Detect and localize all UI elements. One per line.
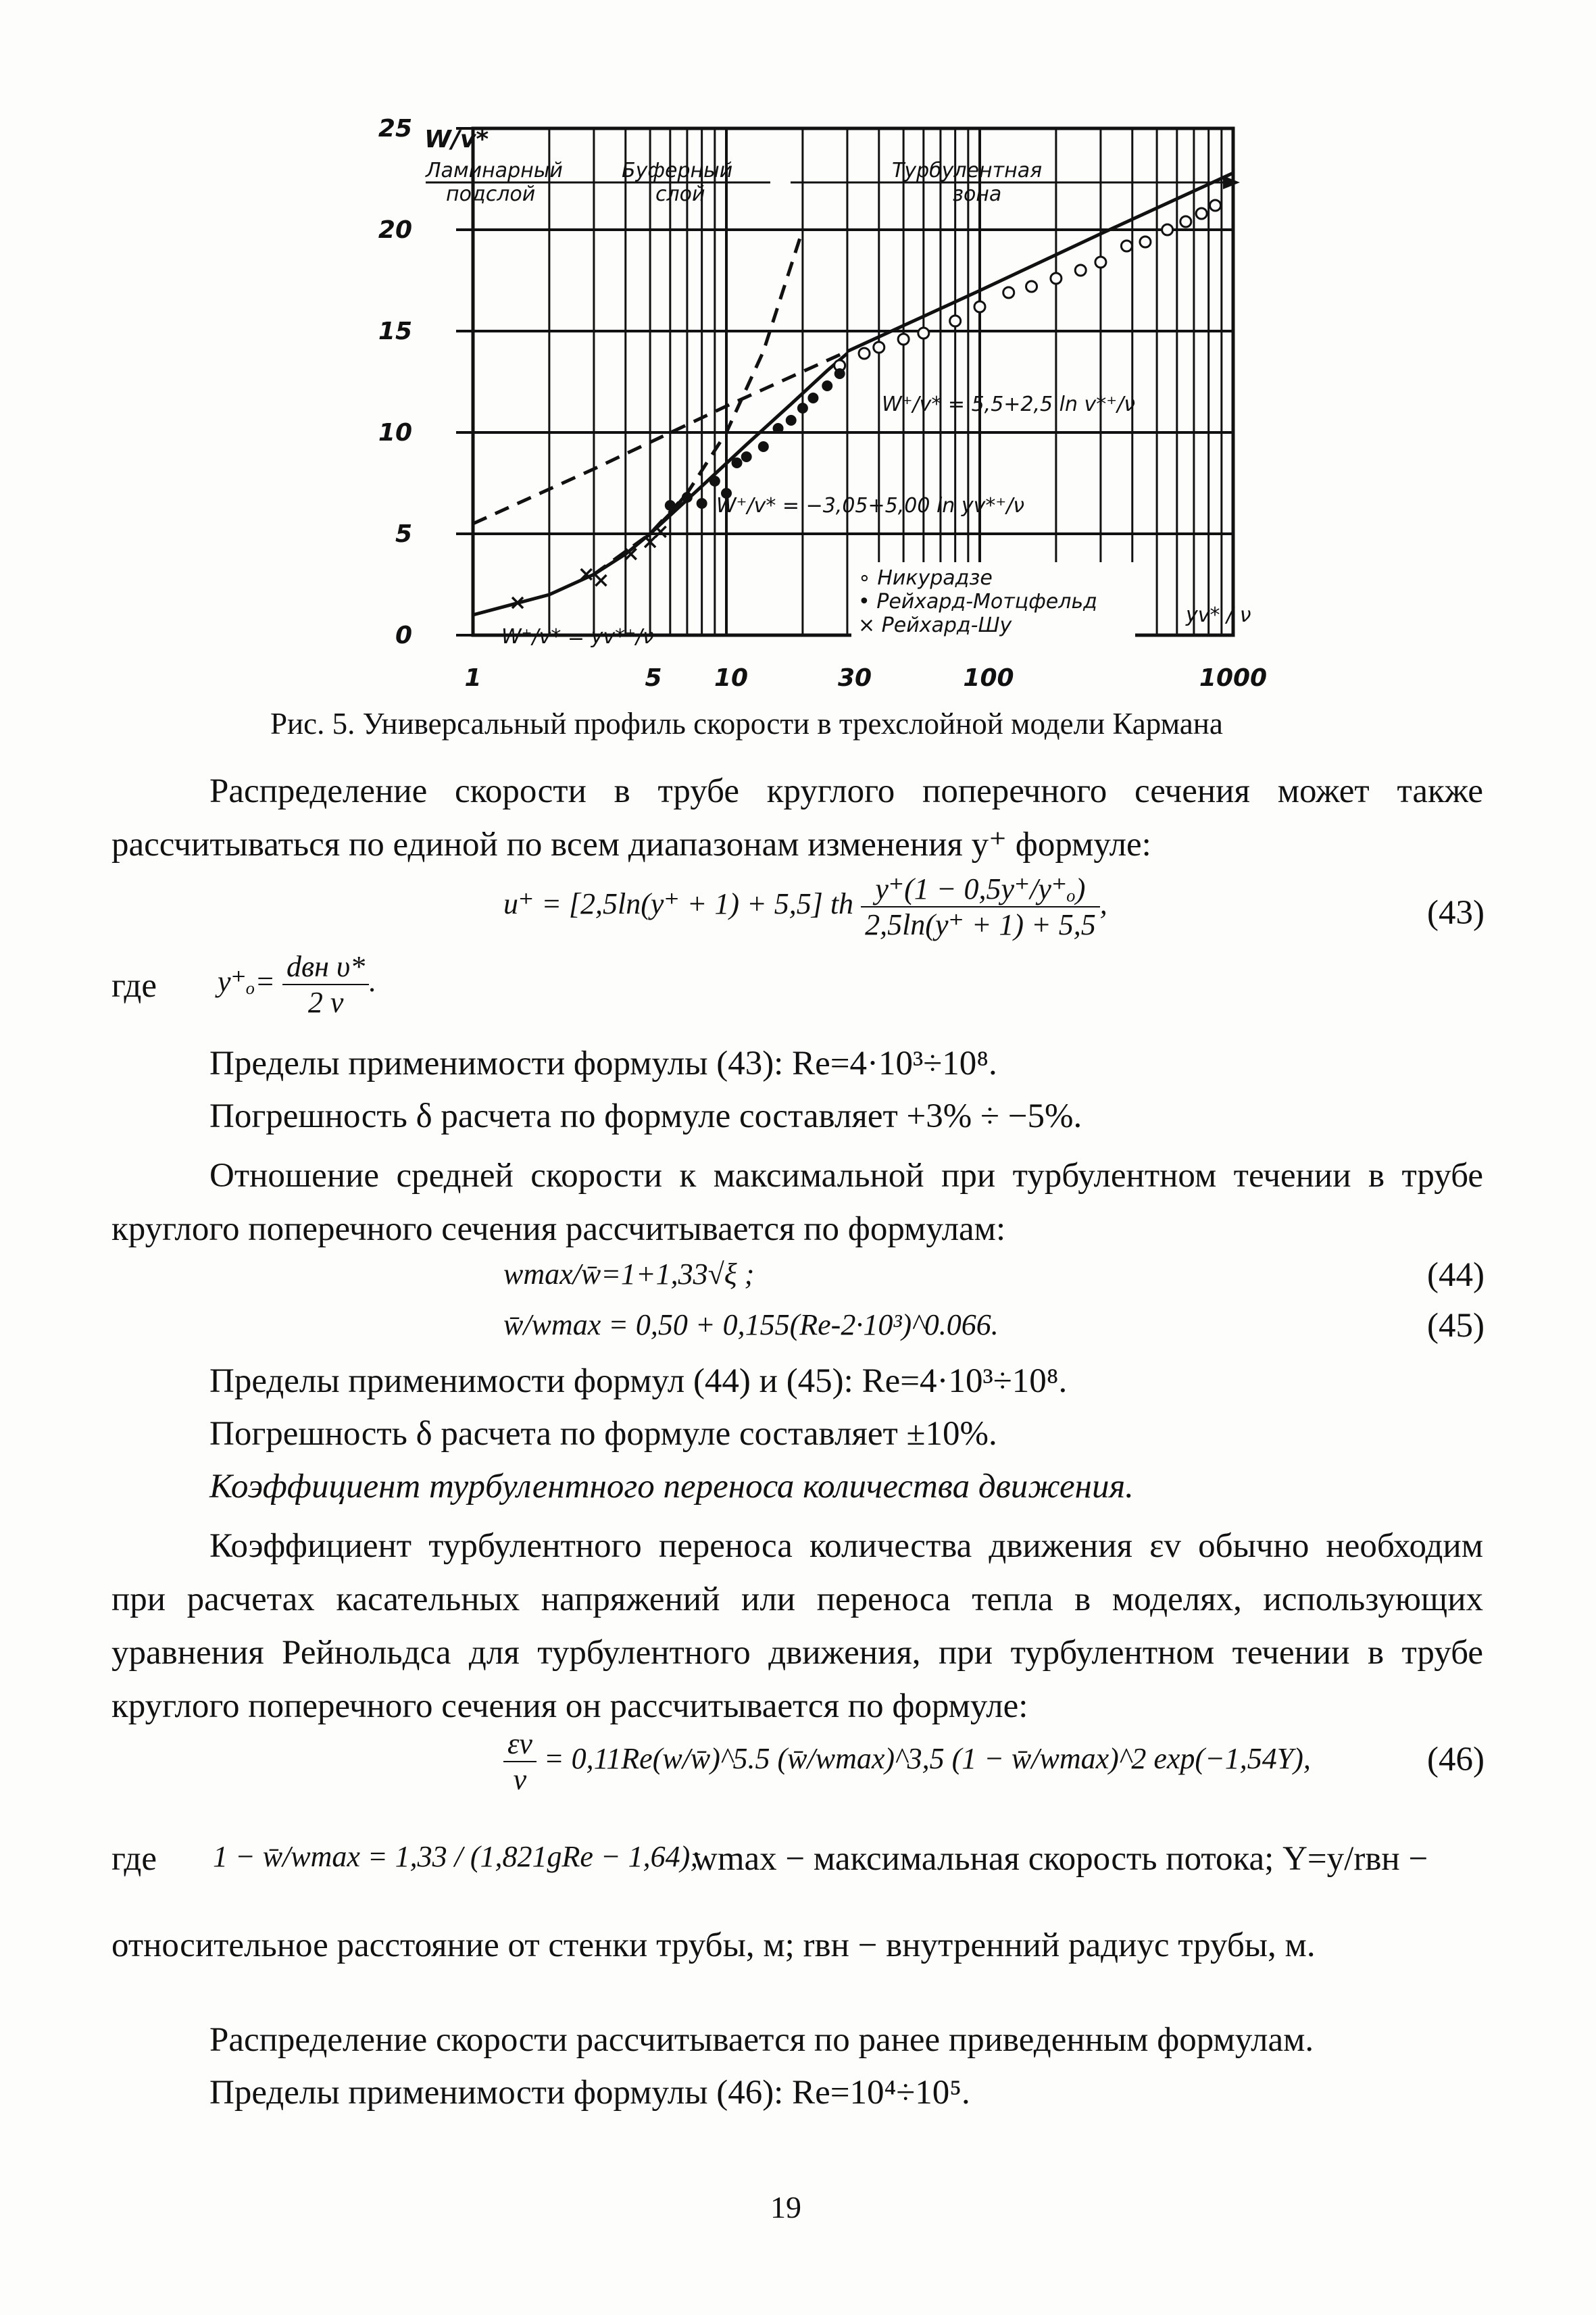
legend-item: × Рейхард-Шу <box>858 614 1012 637</box>
eq-laminar-label: W⁺/v* = yv*⁺/ν <box>501 625 654 649</box>
chart-curve <box>473 493 687 615</box>
data-point-nikuradze <box>1140 237 1151 247</box>
data-point-reichardt-schu <box>595 575 606 586</box>
data-point-reichardt-motzfeld <box>758 441 769 452</box>
paragraph-turbulent-transfer: Коэффициент турбулентного переноса количества движения εv обычно необходим при расчетах касательных напряжений или переноса тепла в моделях, использующих уравнения Рейнольдса для турбулентного движения, при турбулентном течении в трубе круглого поперечного сечения он рассчитывается по формуле: <box>111 1527 1483 1725</box>
equation-43-fraction: $\frac{\text{y⁺(1 − 0,5y⁺/y⁺ₒ)}}{2,5\ln(y^+ + 1) + 5,5}$ <box>861 872 1100 942</box>
where-label: где <box>111 1840 157 1878</box>
data-point-nikuradze <box>1196 208 1207 219</box>
data-point-nikuradze <box>950 316 961 326</box>
y-tick-label: 5 <box>395 520 412 548</box>
line-distribution: Распределение скорости рассчитывается по ранее приведенным формулам. <box>209 2021 1314 2059</box>
data-point-reichardt-motzfeld <box>786 415 797 426</box>
equation-43: u⁺ = [2,5ln(y⁺ + 1) + 5,5] th $\frac{\text{y⁺(1 − 0,5y⁺/y⁺ₒ)}}{2,5\ln(y^+ + 1) + 5,5}$ , <box>503 872 1107 941</box>
zone-buffer-label: Буферный <box>622 159 733 182</box>
equation-46-number: (46) <box>1427 1741 1485 1778</box>
data-point-reichardt-motzfeld <box>732 457 743 468</box>
x-tick-label: 30 <box>837 664 872 692</box>
eq-turbulent-label: W⁺/v* = 5,5+2,5 ln v*⁺/ν <box>882 393 1135 416</box>
line-limits-44-45: Пределы применимости формул (44) и (45): Re=4·10³÷10⁸. <box>209 1362 1068 1400</box>
data-point-nikuradze <box>874 342 884 353</box>
y-tick-label: 10 <box>378 419 412 447</box>
where-definition-w: 1 − w̄/wmax = 1,33 / (1,821gRe − 1,64); <box>213 1840 700 1873</box>
data-point-nikuradze <box>918 328 929 339</box>
data-point-reichardt-schu <box>655 526 666 537</box>
data-point-reichardt-motzfeld <box>682 492 693 503</box>
data-point-nikuradze <box>1121 241 1132 251</box>
legend-item: ∘ Никурадзе <box>858 566 993 590</box>
data-point-nikuradze <box>859 348 870 359</box>
data-point-nikuradze <box>898 334 909 345</box>
velocity-profile-chart <box>378 108 1270 703</box>
legend-item: • Рейхард-Мотцфельд <box>858 590 1097 614</box>
line-limits-46: Пределы применимости формулы (46): Re=10⁴÷10⁵. <box>209 2074 970 2112</box>
data-point-reichardt-motzfeld <box>834 368 845 379</box>
data-point-nikuradze <box>1162 224 1173 235</box>
chart-frame <box>473 128 1233 635</box>
figure-caption: Рис. 5. Универсальный профиль скорости в трехслойной модели Кармана <box>270 707 1223 741</box>
eq-buffer-label: W⁺/v* = −3,05+5,00 ln yv*⁺/ν <box>716 494 1025 518</box>
data-point-reichardt-motzfeld <box>741 451 752 462</box>
x-tick-label: 10 <box>714 664 749 692</box>
where-definition-y0: y⁺ₒ= $\frac{\text{dвн υ*}}{2 \nu}$ . <box>218 950 377 1019</box>
x-tick-label: 5 <box>645 664 662 692</box>
y-tick-label: 15 <box>378 318 412 345</box>
data-point-nikuradze <box>1051 273 1062 284</box>
y-tick-label: 0 <box>395 622 412 649</box>
data-point-reichardt-motzfeld <box>665 500 676 511</box>
line-error-44-45: Погрешность δ расчета по формуле составляет ±10%. <box>209 1415 997 1453</box>
data-point-nikuradze <box>974 301 985 312</box>
data-point-reichardt-motzfeld <box>807 393 818 403</box>
equation-44-number: (44) <box>1427 1256 1485 1294</box>
equation-45-number: (45) <box>1427 1307 1485 1345</box>
data-point-nikuradze <box>1210 200 1221 211</box>
x-tick-label: 100 <box>963 664 1014 692</box>
page-number: 19 <box>770 2190 801 2224</box>
equation-46: $\frac{\varepsilon v}{\nu}$ = 0,11Re(w/w̄)^5.5 (w̄/wmax)^3,5 (1 − w̄/wmax)^2 exp(−1,54Y), <box>503 1726 1311 1797</box>
equation-43-number: (43) <box>1427 894 1485 932</box>
chart-legend <box>851 562 1135 642</box>
where-definition-text: wmax − максимальная скорость потока; Y=y/rвн − <box>693 1840 1428 1878</box>
paragraph-mean-velocity: Отношение средней скорости к максимальной при турбулентном течении в трубе круглого поперечного сечения рассчитывается по формулам: <box>111 1157 1483 1248</box>
y-tick-label: 25 <box>378 115 412 143</box>
zone-turbulent-label: Турбулентная <box>892 159 1043 182</box>
x-tick-label: 1 <box>464 664 482 692</box>
data-point-reichardt-motzfeld <box>709 476 720 487</box>
data-point-reichardt-motzfeld <box>797 403 808 414</box>
y-tick-label: 20 <box>378 216 412 244</box>
data-point-reichardt-motzfeld <box>822 380 832 391</box>
where-label: где <box>111 967 157 1005</box>
zone-laminar-label: подслой <box>446 182 536 206</box>
zone-turbulent-label: зона <box>953 182 1002 206</box>
zone-buffer-label: слой <box>655 182 705 206</box>
x-axis-label: yv* / ν <box>1186 603 1251 627</box>
data-point-nikuradze <box>1180 216 1191 227</box>
data-point-reichardt-motzfeld <box>773 423 784 434</box>
paragraph-velocity-distribution: Распределение скорости в трубе круглого поперечного сечения может также рассчитываться по единой по всем диапазонам изменения y⁺ формуле: <box>111 772 1483 864</box>
y-axis-label: W/v* <box>424 126 489 153</box>
data-point-nikuradze <box>1003 287 1014 298</box>
data-point-reichardt-motzfeld <box>697 498 707 509</box>
velocity-profile-figure <box>378 108 1270 703</box>
line-limits-43: Пределы применимости формулы (43): Re=4·10³÷10⁸. <box>209 1045 997 1082</box>
equation-44: wmax/w̄=1+1,33√ξ ; <box>503 1258 755 1291</box>
data-point-nikuradze <box>1026 281 1037 292</box>
line-error-43: Погрешность δ расчета по формуле составляет +3% ÷ −5%. <box>209 1097 1082 1135</box>
x-tick-label: 1000 <box>1199 664 1268 692</box>
zone-laminar-label: Ламинарный <box>426 159 563 182</box>
chart-grid <box>456 128 1233 635</box>
section-heading: Коэффициент турбулентного переноса количества движения. <box>209 1468 1134 1505</box>
equation-45: w̄/wmax = 0,50 + 0,155(Re-2·10³)^0.066. <box>503 1308 999 1341</box>
paragraph-relative-distance: относительное расстояние от стенки трубы, м; rвн − внутренний радиус трубы, м. <box>111 1926 1316 1964</box>
chart-curve <box>847 173 1233 351</box>
data-point-nikuradze <box>1075 265 1086 276</box>
data-point-nikuradze <box>1095 257 1106 268</box>
